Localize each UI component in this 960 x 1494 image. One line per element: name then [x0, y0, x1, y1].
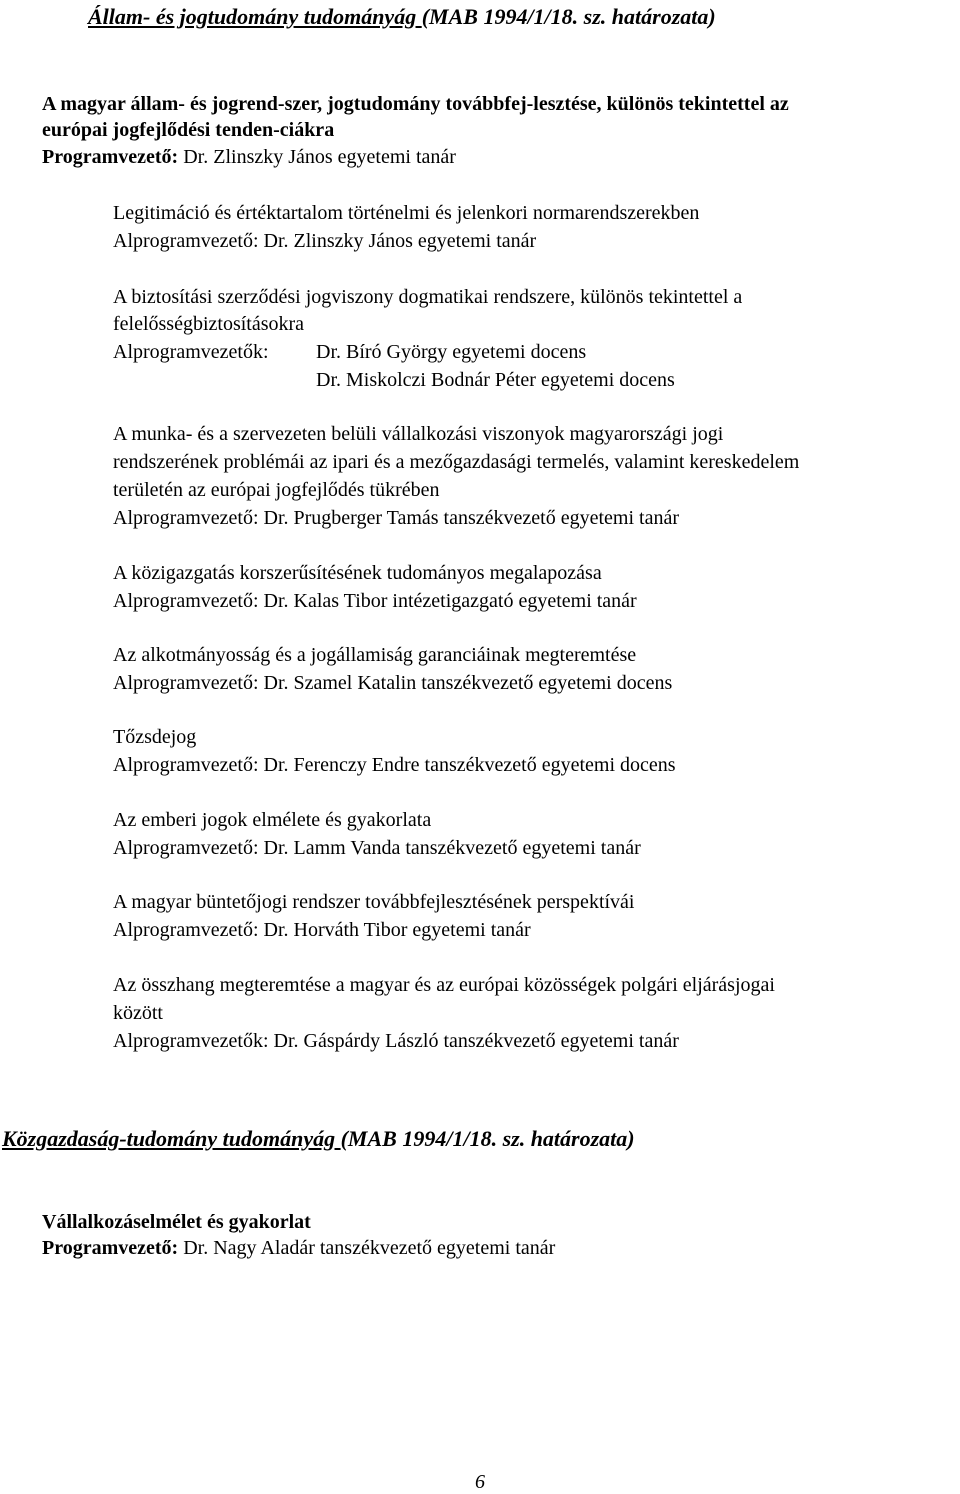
- subprogram-6-title: Tőzsdejog: [113, 726, 197, 748]
- subprogram-2-leader-label: Alprogramvezetők:: [113, 341, 269, 363]
- program-title-line-1: A magyar állam- és jogrend-szer, jogtudomány továbbfej-lesztése, különös tekintettel az: [42, 93, 789, 115]
- economics-leader-label: Programvezető:: [42, 1237, 179, 1259]
- subprogram-9-leader: Alprogramvezetők: Dr. Gáspárdy László tanszékvezető egyetemi tanár: [113, 1030, 679, 1052]
- subprogram-4-title: A közigazgatás korszerűsítésének tudományos megalapozása: [113, 562, 602, 584]
- subprogram-7-title: Az emberi jogok elmélete és gyakorlata: [113, 809, 432, 831]
- section-heading-economics: [2, 1126, 635, 1152]
- program-title-line-2: európai jogfejlődési tenden-ciákra: [42, 119, 335, 141]
- subprogram-1-title: Legitimáció és értéktartalom történelmi és jelenkori normarendszerekben: [113, 202, 700, 224]
- subprogram-8-title: A magyar büntetőjogi rendszer továbbfejlesztésének perspektívái: [113, 891, 635, 913]
- economics-program-title: Vállalkozáselmélet és gyakorlat: [42, 1211, 311, 1233]
- subprogram-2-title-line-2: felelősségbiztosításokra: [113, 313, 305, 335]
- subprogram-9-title-line-1: Az összhang megteremtése a magyar és az európai közösségek polgári eljárásjogai: [113, 974, 775, 996]
- program-leader-name: Dr. Zlinszky János egyetemi tanár: [178, 146, 456, 168]
- subprogram-9-title-line-2: között: [113, 1002, 163, 1024]
- subprogram-5-title: Az alkotmányosság és a jogállamiság garanciáinak megteremtése: [113, 644, 637, 666]
- section-heading-resolution: (MAB 1994/1/18. sz. határozata): [340, 1126, 635, 1151]
- subprogram-8-leader: Alprogramvezető: Dr. Horváth Tibor egyetemi tanár: [113, 919, 531, 941]
- page-number: 6: [475, 1471, 485, 1493]
- subprogram-5-leader: Alprogramvezető: Dr. Szamel Katalin tanszékvezető egyetemi docens: [113, 672, 673, 694]
- section-heading-underlined: Közgazdaság-tudomány tudományág: [2, 1126, 341, 1151]
- subprogram-2-leader-1: Dr. Bíró György egyetemi docens: [316, 341, 587, 363]
- subprogram-7-leader: Alprogramvezető: Dr. Lamm Vanda tanszékvezető egyetemi tanár: [113, 837, 641, 859]
- subprogram-4-leader: Alprogramvezető: Dr. Kalas Tibor intézetigazgató egyetemi tanár: [113, 590, 637, 612]
- section-heading-underlined: Állam- és jogtudomány tudományág: [88, 4, 422, 29]
- subprogram-2-leader-2: Dr. Miskolczi Bodnár Péter egyetemi docens: [316, 369, 675, 391]
- subprogram-3-leader: Alprogramvezető: Dr. Prugberger Tamás tanszékvezető egyetemi tanár: [113, 507, 679, 529]
- program-leader: [42, 145, 456, 169]
- subprogram-6-leader: Alprogramvezető: Dr. Ferenczy Endre tanszékvezető egyetemi docens: [113, 754, 676, 776]
- subprogram-3-title-line-3: területén az európai jogfejlődés tükrében: [113, 479, 440, 501]
- economics-program-leader: [42, 1236, 555, 1260]
- subprogram-2-title-line-1: A biztosítási szerződési jogviszony dogmatikai rendszere, különös tekintettel a: [113, 286, 743, 308]
- section-heading-law: [88, 4, 716, 30]
- economics-leader-name: Dr. Nagy Aladár tanszékvezető egyetemi tanár: [178, 1237, 556, 1259]
- section-heading-resolution: (MAB 1994/1/18. sz. határozata): [421, 4, 716, 29]
- subprogram-1-leader: Alprogramvezető: Dr. Zlinszky János egyetemi tanár: [113, 230, 537, 252]
- program-leader-label: Programvezető:: [42, 146, 179, 168]
- subprogram-3-title-line-1: A munka- és a szervezeten belüli vállalkozási viszonyok magyarországi jogi: [113, 423, 724, 445]
- subprogram-3-title-line-2: rendszerének problémái az ipari és a mezőgazdasági termelés, valamint kereskedelem: [113, 451, 800, 473]
